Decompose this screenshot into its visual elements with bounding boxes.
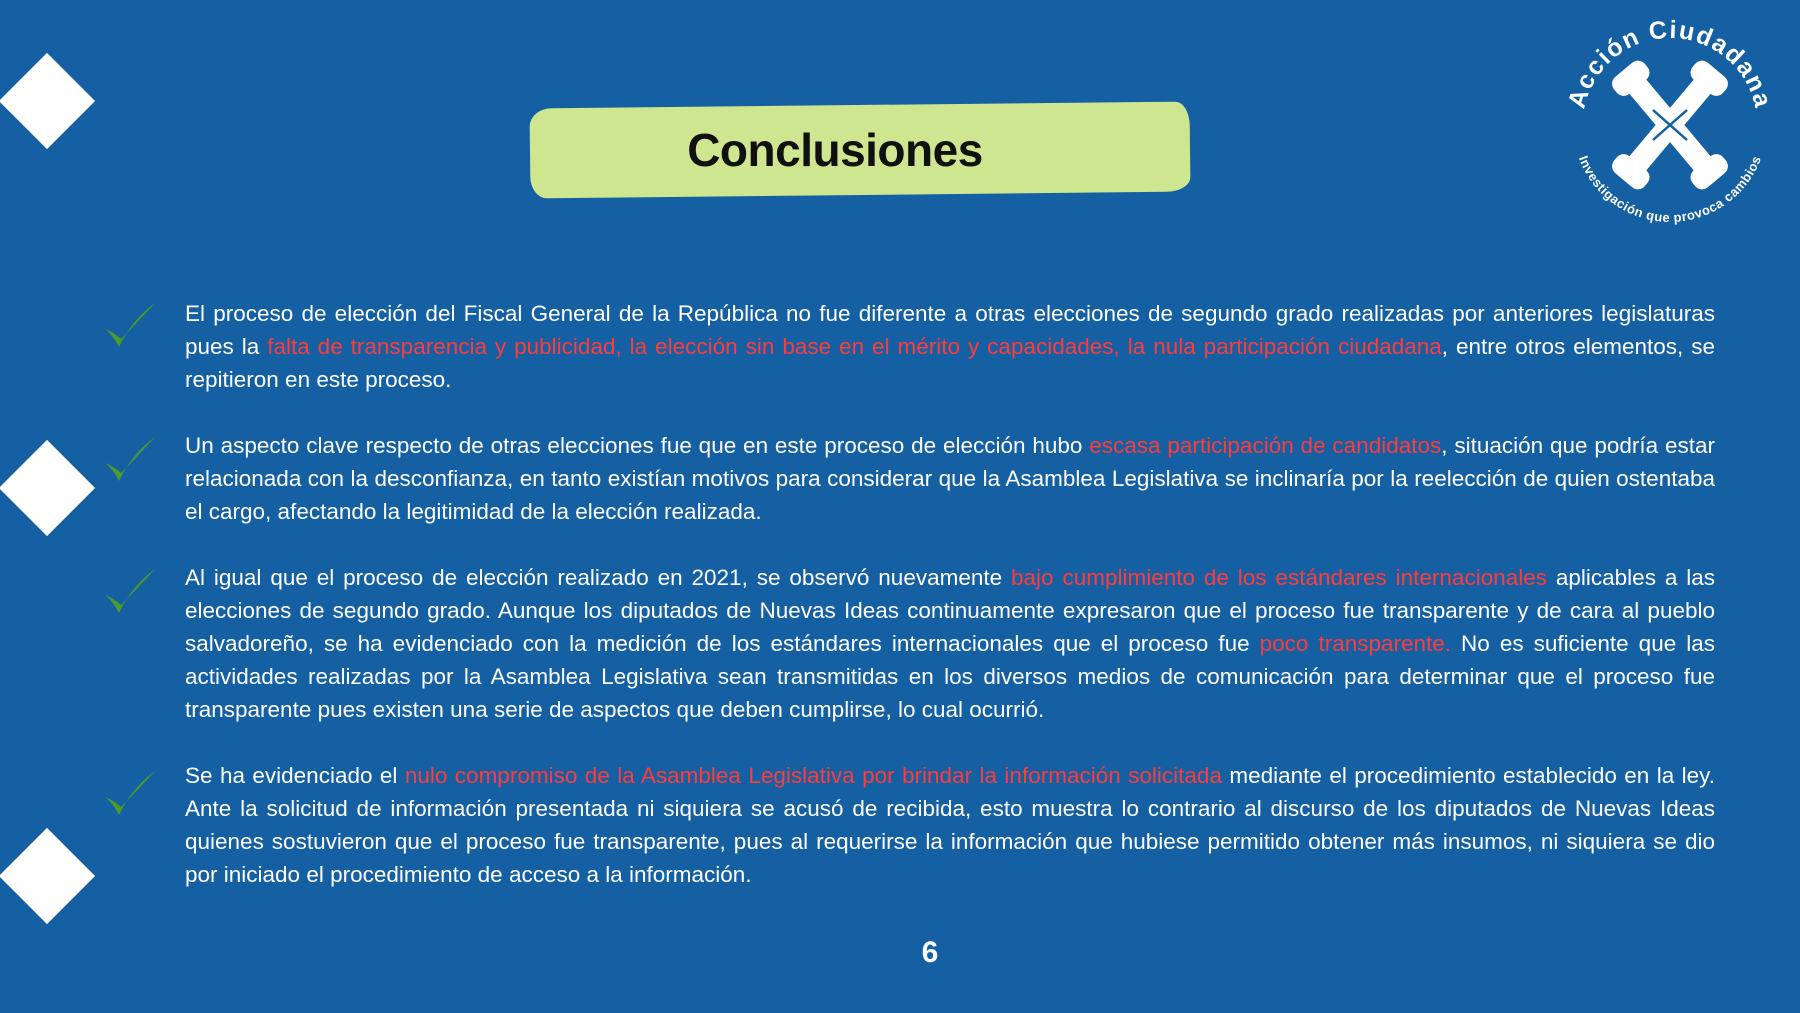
logo <box>1555 10 1785 240</box>
logo-name: Acción Ciudadana <box>1562 15 1778 112</box>
highlighted-text: falta de transparencia y publicidad, la elección sin base en el mérito y capacidades, la nula participación ciudadana <box>267 334 1442 359</box>
conclusion-text <box>185 429 1715 528</box>
svg-text:Investigación que provoca camb <box>1576 153 1764 225</box>
text-segment: mediante el procedimiento establecido en la ley. Ante la solicitud de información presentada ni siquiera se acusó de recibida, esto muestra lo contrario al discurso de los diputados de Nuevas Ideas quienes sostuvieron que el proceso fue transparente, pues al requerirse la información que hubiese permitido obtener más insumos, ni siquiera se dio por iniciado el procedimiento de acceso a la información. <box>185 763 1716 887</box>
logo-tagline: Investigación que provoca cambios <box>1575 153 1765 226</box>
page-number: 6 <box>921 936 939 969</box>
list-item <box>95 429 1715 528</box>
decorative-diamond <box>0 828 95 924</box>
conclusion-text <box>185 561 1715 726</box>
decorative-diamond <box>0 440 95 536</box>
conclusions-list <box>95 297 1715 891</box>
list-item <box>95 561 1715 726</box>
check-icon <box>101 299 157 355</box>
crossed-hands-icon <box>1608 57 1731 193</box>
highlighted-text: escasa participación de candidatos <box>1089 433 1442 458</box>
conclusion-text <box>185 759 1715 891</box>
text-segment: Se ha evidenciado el <box>185 763 405 788</box>
conclusion-text <box>185 297 1715 396</box>
highlighted-text: nulo compromiso de la Asamblea Legislativa por brindar la información solicitada <box>404 763 1222 788</box>
text-segment: Un aspecto clave respecto de otras elecciones fue que en este proceso de elección hubo <box>185 433 1090 458</box>
list-item <box>95 297 1715 396</box>
text-segment: , situación que podría estar relacionada con la desconfianza, en tanto existían motivos para considerar que la Asamblea Legislativa se inclinaría por la reelección de quien ostentaba el cargo, afectando la legitimidad de la elección realizada. <box>185 433 1715 524</box>
text-segment: No es suficiente que las actividades realizadas por la Asamblea Legislativa sean transmitidas en los diversos medios de comunicación para determinar que el proceso fue transparente pues existen una serie de aspectos que deben cumplirse, lo cual ocurrió. <box>185 631 1715 722</box>
page-title: Conclusiones <box>687 124 983 176</box>
text-segment: , entre otros elementos, se repitieron en este proceso. <box>185 334 1715 392</box>
check-icon <box>101 565 157 621</box>
highlighted-text: bajo cumplimiento de los estándares internacionales <box>1011 565 1547 590</box>
text-segment: El proceso de elección del Fiscal General de la República no fue diferente a otras elecciones de segundo grado realizadas por anteriores legislaturas pues la <box>185 301 1715 359</box>
check-icon <box>101 433 157 489</box>
list-item <box>95 759 1715 891</box>
svg-text:Acción Ciudadana <box>1563 16 1778 112</box>
text-segment: Al igual que el proceso de elección realizado en 2021, se observó nuevamente <box>185 565 1012 590</box>
check-icon <box>101 767 157 823</box>
text-segment: aplicables a las elecciones de segundo grado. Aunque los diputados de Nuevas Ideas continuamente expresaron que el proceso fue transparente y de cara al pueblo salvadoreño, se ha evidenciado con la medición de los estándares internacionales que el proceso fue <box>185 565 1715 656</box>
decorative-diamond <box>0 53 95 149</box>
highlighted-text: poco transparente. <box>1259 631 1452 656</box>
